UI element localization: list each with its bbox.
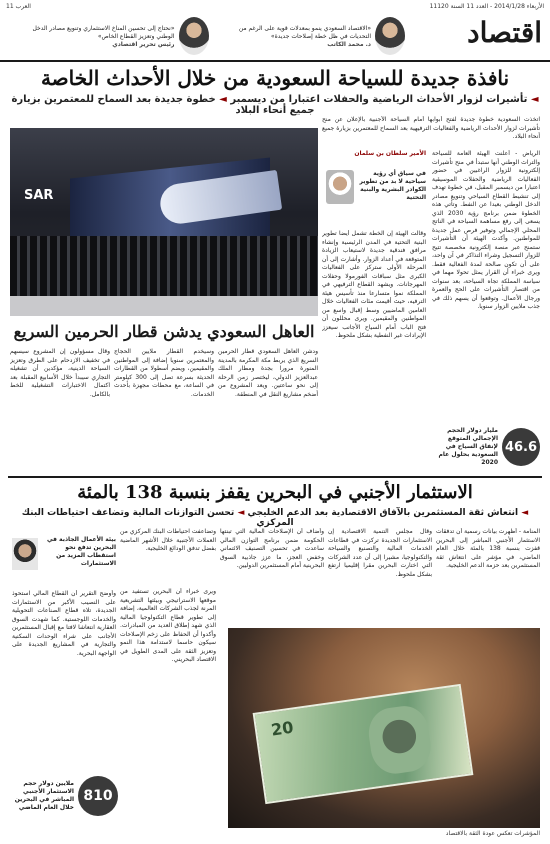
article2-column: وتضاعفت احتياطات البنك المركزي من العملات الأجنبية خلال الأشهر الماضية بفضل تدفق الودائع الخليجية. [120,528,216,552]
writer-photo [179,17,209,55]
small-pull-quote [12,528,116,584]
article1-column: ودشن العاهل السعودي قطار الحرمين السريع الذي يربط مكة المكرمة بالمدينة المنورة مرورا بجدة ومطار الملك عبدالعزيز الدولي، ليختصر زمن الرحلة إلى نحو ساعتين. ويعد المشروع من أضخم مشاريع النقل في المنطقة. [218,348,318,398]
banknote-photo [228,628,540,828]
article1-subhead-b: خطوة جديدة بعد السماح للمعتمرين بزيارة جميع أنحاء البلاد [11,94,315,116]
banknote [253,684,474,804]
article2-headline: الاستثمار الأجنبي في البحرين يقفز بنسبة 138 بالمئة [77,482,473,503]
article2-subhead-b: تحسن التوازنات المالية وتضاعف احتياطات البنك المركزي [21,508,294,528]
banknote-portrait [365,703,434,777]
stat-text: ملايين دولار حجم الاستثمار الأجنبي المباشر في البحرين خلال العام الماضي [14,780,74,811]
section-divider [8,476,542,478]
article2-subhead-a: انتعاش ثقة المستثمرين بالآفاق الاقتصادية بعد الدعم الخليجي [247,508,519,518]
writers-strip [20,14,405,58]
bullet-icon: ◄ [237,508,245,518]
article1-headline: نافذة جديدة للسياحة السعودية من خلال الأحداث الخاصة [40,66,510,90]
article1-lead: اتخذت السعودية خطوة جديدة لفتح أبوابها أمام السياحة الأجنبية بالإعلان عن منح تأشيرات لزوار الأحداث الرياضية والفعاليات الترفيهية بعد السماح للمعتمرين بزيارة جميع أنحاء البلاد. [322,116,540,140]
stat-callout [432,424,540,470]
article2-column: المنامة - أظهرت بيانات رسمية أن تدفقات الاستثمار الأجنبي المباشر إلى البحرين قفزت بنسبة 138 بالمئة خلال العام الماضي، في مؤشر على انتعاش ثقة المستثمرين بعد حزمة الدعم الخليجية. [436,528,540,569]
article1-column: وقال مسؤولون إن المشروع سيسهم في تخفيف الازدحام على الطرق وتعزيز السياحة الدينية، مؤكدين أن تشغيله التجاري سيبدأ خلال الأسابيع المقبلة بعد اكتمال الاختبارات التشغيلية للخط بالكامل. [10,348,110,398]
header-date: الأربعاء 2014/1/28 - العدد 11 السنة 11120 [429,3,544,10]
header-strip [6,3,544,12]
article2-column: وأوضح التقرير أن القطاع المالي استحوذ على النصيب الأكبر من الاستثمارات الجديدة، تلاه قطاع الصناعات التحويلية والخدمات اللوجستية. كما شهدت السوق العقارية انتعاشا لافتا مع إقبال المستثمرين الأجانب على شراء الوحدات السكنية والتجارية في المشاريع الجديدة على الواجهة البحرية. [12,590,116,657]
writer-card [20,14,209,58]
photo-caption: المؤشرات تعكس عودة الثقة بالاقتصاد [445,830,540,837]
writer-quote: «الاقتصاد السعودي ينمو بمعدلات قوية على الرغم من التحديات في ظل خطة إصلاحات جديدة» [238,24,371,40]
quote-photo [12,538,38,570]
photo-floor [10,296,318,316]
stat-callout [12,772,118,820]
article1-subhead-a: تأشيرات لزوار الأحداث الرياضية والحفلات اعتبارا من ديسمبر [230,94,528,105]
sar-logo: SAR [24,188,54,203]
train-launch-photo [10,128,318,316]
section-title: اقتصاد [467,16,542,49]
writer-card [217,14,406,58]
article1-column: الرياض - أعلنت الهيئة العامة للسياحة والتراث الوطني أنها ستبدأ في منح تأشيرات إلكترونية للزوار الراغبين في حضور الفعاليات الرياضية والحفلات الموسيقية اعتبارا من ديسمبر المقبل، في خطوة تهدف إلى تنشيط القطاع السياحي وتنويع مصادر الدخل الوطني بعيدا عن النفط. وتأتي هذه الخطوة ضمن برنامج رؤية 2030 الذي يسعى إلى رفع مساهمة السياحة في الناتج المحلي الإجمالي وتوفير فرص عمل جديدة للمواطنين. وأكدت الهيئة أن التأشيرات ستمنح عبر منصة إلكترونية مخصصة تتيح للزوار التسجيل وشراء التذاكر في آن واحد، على أن تكون صالحة لمدة الفعالية فقط. ويرى خبراء أن القرار يمثل تحولا مهما في سياسة المملكة تجاه السياحة، بعد سنوات من اقتصار التأشيرات على الحج والعمرة ورجال الأعمال. وتوقعوا أن يسهم ذلك في جذب ملايين الزوار سنويا. [432,150,540,310]
bullet-icon: ◄ [521,508,529,518]
article1-column: وقالت الهيئة إن الخطة تشمل أيضا تطوير البنية التحتية في المدن الرئيسية وإنشاء مرافق فندقية جديدة لاستيعاب الزيادة المتوقعة في أعداد الزوار. وأشارت إلى أن المرحلة الأولى ستركز على الفعاليات الكبرى مثل سباقات الفورمولا وحفلات المهرجانات. ويشهد القطاع الترفيهي في المملكة نموا متسارعا منذ تأسيس هيئة الترفيه، حيث أقيمت مئات الفعاليات خلال العامين الماضيين وسط إقبال واسع من المواطنين والمقيمين. ويرى محللون أن فتح الباب أمام السياح الأجانب سيعزز الإيرادات غير النفطية بشكل ملحوظ. [322,230,426,339]
writer-name: رئيس تحرير اقتصادي [112,40,175,48]
article2-column: ويرى خبراء أن البحرين تستفيد من موقعها الاستراتيجي وبيئتها التشريعية المرنة لجذب الشركات العالمية، إضافة إلى تطوير قطاع التكنولوجيا المالية الذي شهد إطلاق العديد من المبادرات. وأكدوا أن الحفاظ على زخم الإصلاحات سيكون حاسما لاستدامة هذا النمو وتعزيز الثقة على المدى الطويل في الاقتصاد البحريني. [120,588,216,663]
quote-text: بيئة الأعمال الجاذبة في البحرين تدفع نحو استقطاب المزيد من الاستثمارات [46,536,116,567]
writer-quote: «نحتاج إلى تحسين المناخ الاستثماري وتنويع مصادر الدخل الوطني وتعزيز القطاع الخاص» [32,24,175,40]
stat-value: 46.6 [502,428,540,466]
banknote-number: 20 [269,717,295,740]
article2-subheads [8,508,542,528]
stat-text: مليار دولار الحجم الإجمالي المتوقع لإنفاق السياح في السعودية بحلول عام 2020 [438,427,498,466]
bullet-icon: ◄ [219,94,227,105]
header-page-number: العرب 11 [6,3,31,10]
writer-photo [375,17,405,55]
article1-subheads [8,94,542,116]
quote-text: في سياق أي رؤية سياحية لا بد من تطوير الكوادر البشرية والبنية التحتية [359,170,426,201]
article2-column: وقال مجلس التنمية الاقتصادية إن الاستثمارات الجديدة تركزت في قطاعات الخدمات المالية والتصنيع والسياحة والتكنولوجيا، مشيرا إلى أن عدد الشركات التي اختارت البحرين مقرا إقليميا ارتفع بشكل ملحوظ. [328,528,432,578]
stat-value: 810 [78,776,118,816]
page-header [0,0,550,62]
article2-column: وأضاف أن الإصلاحات المالية التي تبنتها الحكومة ضمن برنامج التوازن المالي ساعدت في تحسين التصنيف الائتماني وخفض العجز، ما عزز جاذبية السوق البحرينية أمام المستثمرين الدوليين. [220,528,324,569]
writer-name: د. محمد الكاتب [327,40,371,48]
quote-photo [326,170,354,204]
photo-caption: العاهل السعودي يدشن قطار الحرمين السريع [13,322,315,341]
bullet-icon: ◄ [530,94,539,105]
quote-name: الأمير سلطان بن سلمان [354,150,426,157]
article1-column: وسيخدم القطار ملايين الحجاج والمعتمرين سنويا إضافة إلى المواطنين والمقيمين، ويضم أسطولا من القطارات الحديثة بسرعة تصل إلى 300 كيلومتر في الساعة، مع محطات مجهزة بأحدث الخدمات. [114,348,214,398]
pull-quote [322,150,426,226]
